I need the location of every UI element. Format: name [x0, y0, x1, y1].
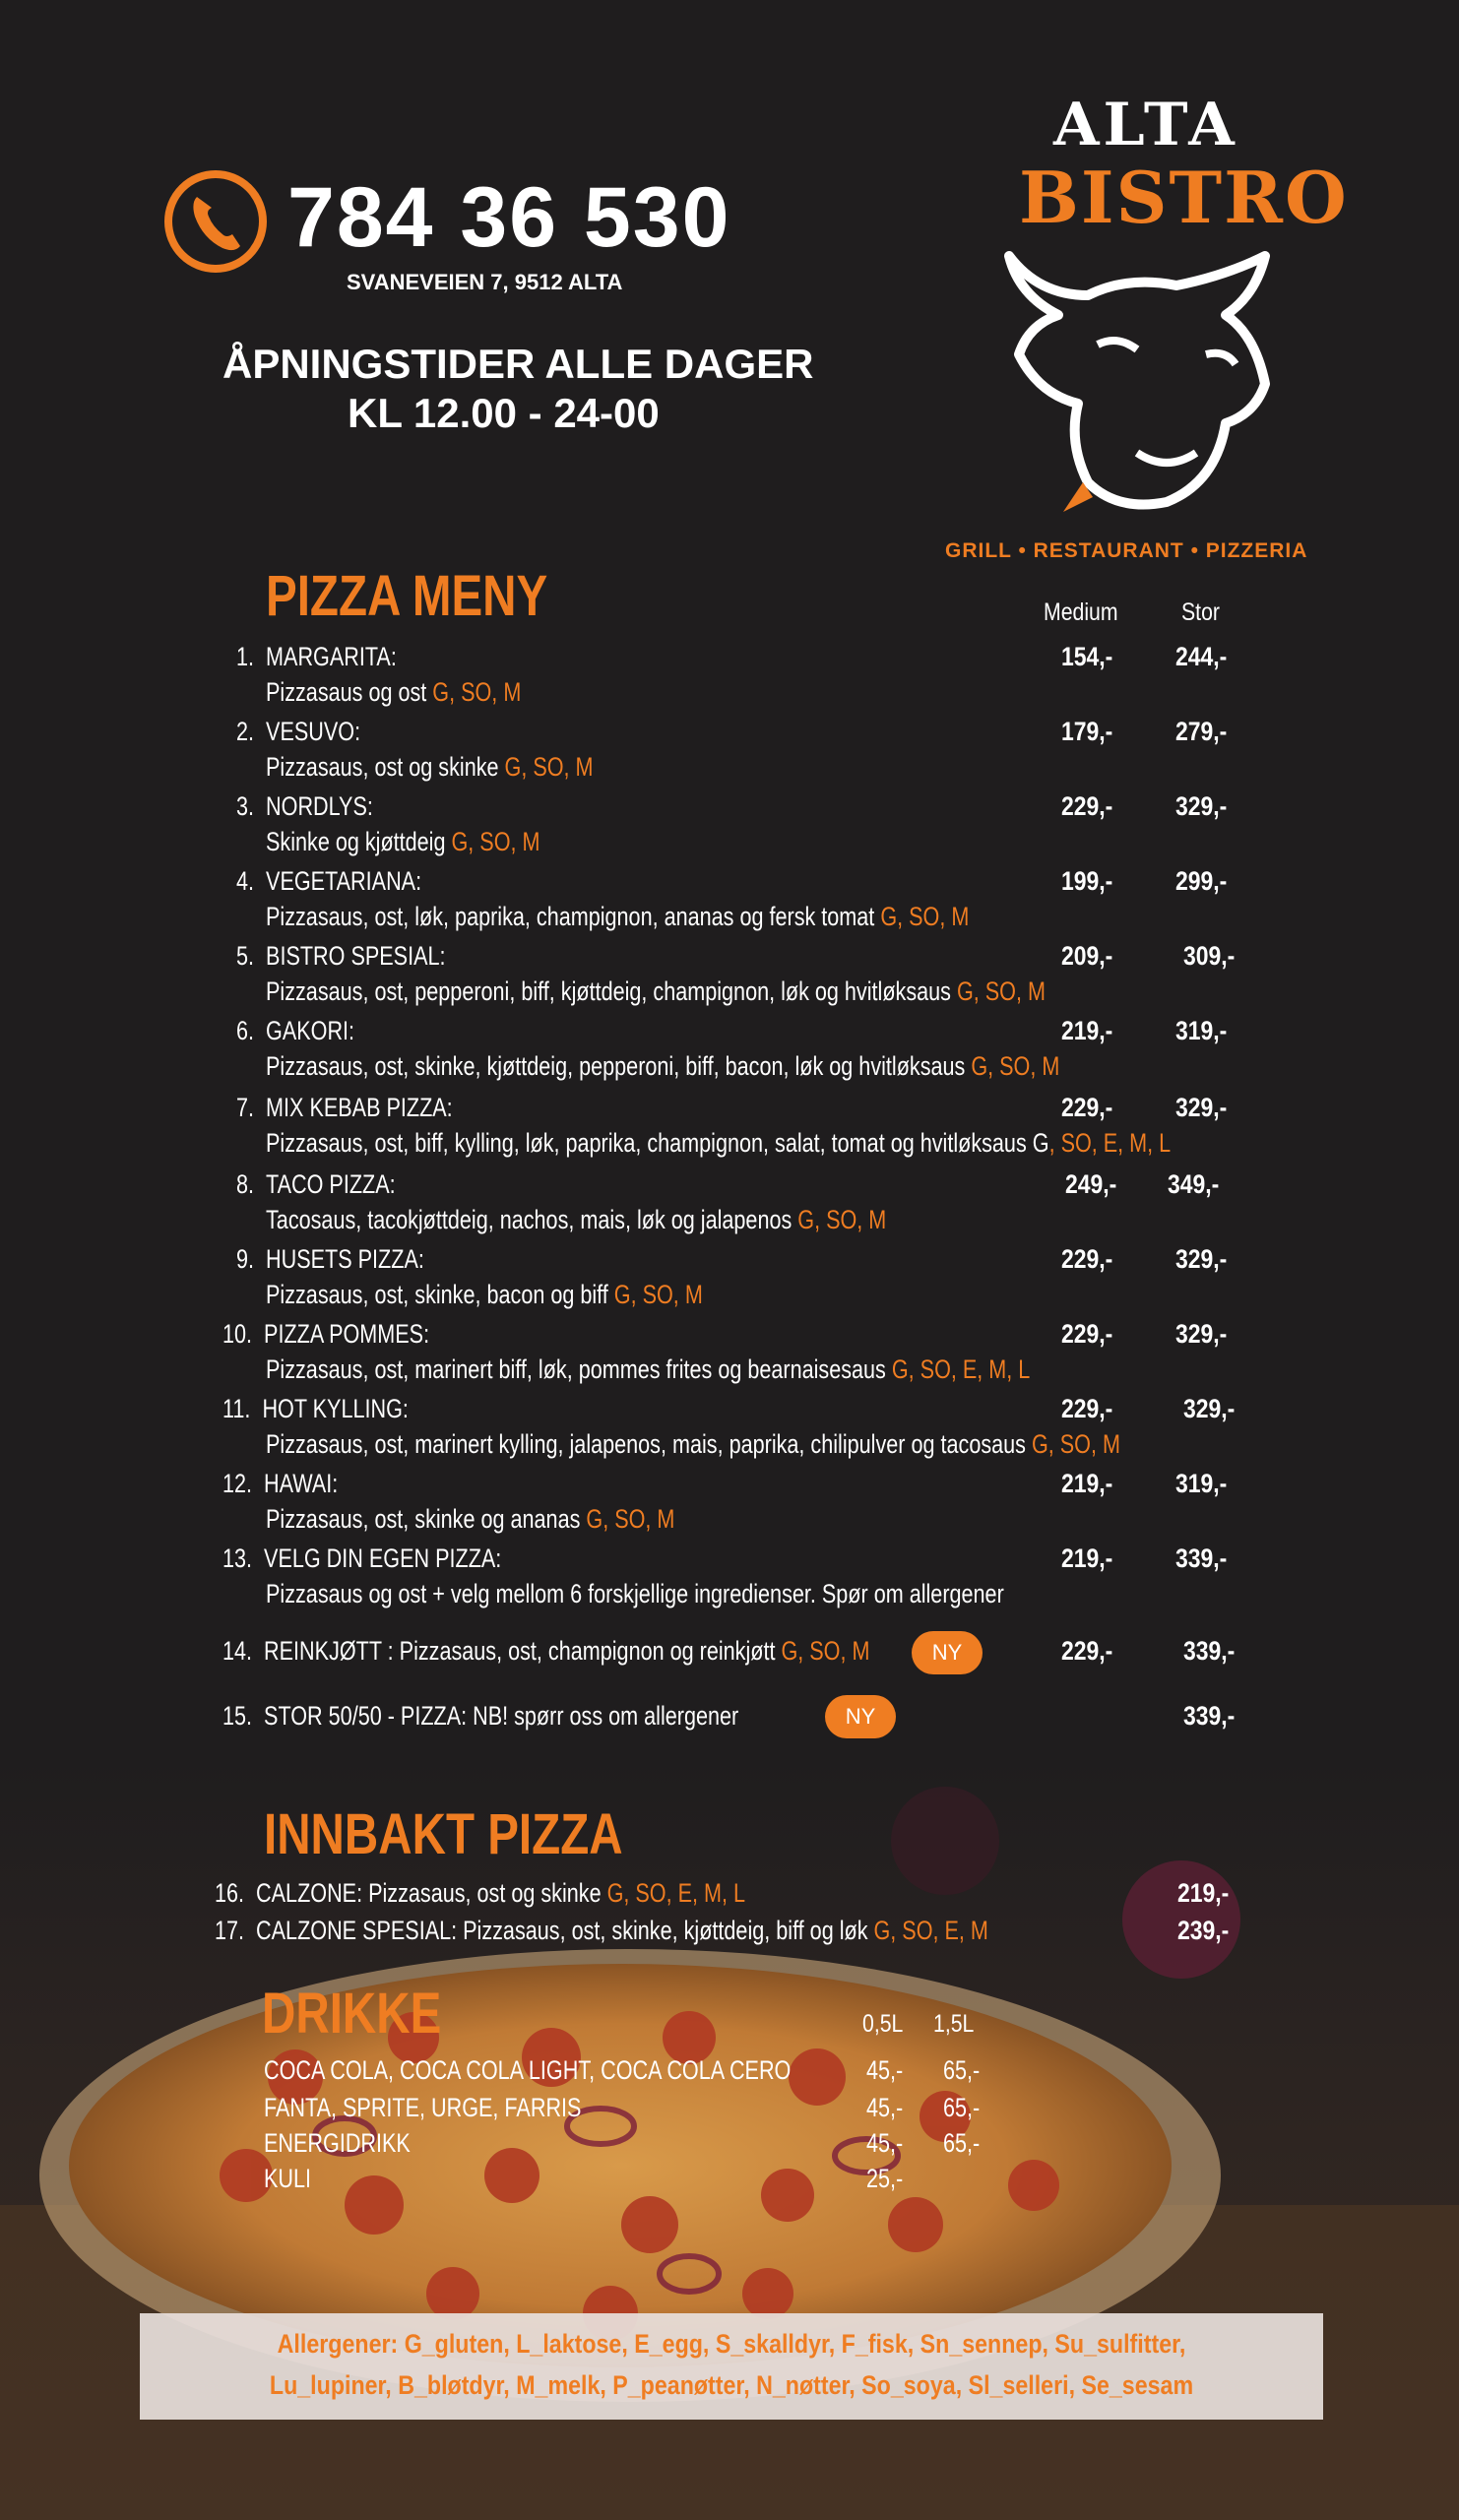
item-allergens: G, SO, M: [613, 1280, 703, 1309]
item-number: 7.: [236, 1093, 255, 1122]
logo-alta-text: ALTA: [1053, 91, 1238, 159]
menu-item-10: [222, 1319, 429, 1350]
price-stor: 329,-: [1183, 1394, 1236, 1423]
item-name: GAKORI:: [266, 1016, 355, 1045]
logo-bistro-text: BISTRO: [1019, 156, 1349, 239]
menu-item-16: [215, 1878, 745, 1909]
menu-item-9: [236, 1244, 424, 1275]
item-number: 16.: [215, 1878, 245, 1908]
item-name: BISTRO SPESIAL:: [266, 941, 446, 971]
item-allergens: G, SO, E, M, L: [891, 1354, 1031, 1384]
item-desc: Pizzasaus, ost, skinke og ananas: [266, 1504, 587, 1534]
item-desc: Pizzasaus og ost: [266, 677, 433, 707]
item-name: MARGARITA:: [266, 642, 397, 671]
price-medium: 219,-: [1061, 1016, 1113, 1045]
price-stor: 319,-: [1175, 1469, 1228, 1498]
price-stor: 329,-: [1175, 1319, 1228, 1349]
bull-head-logo-icon: [989, 236, 1314, 532]
item-number: 1.: [236, 642, 255, 671]
item-allergens: G, SO, M: [880, 902, 970, 931]
item-description: [266, 1354, 1030, 1385]
menu-item-5: [236, 941, 446, 972]
drink-price-small: 45,-: [866, 2128, 904, 2158]
price: 219,-: [1177, 1878, 1230, 1908]
price-stor: 339,-: [1175, 1544, 1228, 1573]
drink-price-small: 45,-: [866, 2055, 904, 2085]
item-name: VEGETARIANA:: [266, 866, 422, 896]
menu-item-15: [222, 1701, 738, 1732]
item-desc: Pizzasaus, ost, løk, paprika, champignon, ananas og fersk tomat: [266, 902, 881, 931]
item-name: TACO PIZZA:: [266, 1169, 396, 1199]
item-name: PIZZA POMMES:: [264, 1319, 430, 1349]
drikke-title: DRIKKE: [262, 1982, 442, 2046]
item-name: VESUVO:: [266, 717, 361, 746]
drink-price-large: 65,-: [943, 2093, 981, 2122]
item-number: 8.: [236, 1169, 255, 1199]
menu-item-3: [236, 791, 373, 822]
item-desc: Pizzasaus, ost og skinke: [362, 1878, 607, 1908]
opening-hours-title: ÅPNINGSTIDER ALLE DAGER: [222, 341, 814, 387]
item-allergens: G, SO, M: [971, 1051, 1060, 1081]
item-desc: Pizzasaus, ost, marinert kylling, jalapenos, mais, paprika, chilipulver og tacosaus: [266, 1429, 1032, 1459]
price-stor: 319,-: [1175, 1016, 1228, 1045]
item-number: 10.: [222, 1319, 253, 1349]
item-description: [266, 902, 969, 932]
price-stor: 329,-: [1175, 1093, 1228, 1122]
new-badge: NY: [825, 1695, 896, 1738]
item-description: [266, 1051, 1059, 1082]
price-medium: 229,-: [1061, 1394, 1113, 1423]
item-description: [266, 976, 1046, 1007]
menu-item-7: [236, 1093, 453, 1123]
item-allergens: G, SO, M: [504, 752, 594, 782]
item-text: REINKJØTT : Pizzasaus, ost, champignon og reinkjøtt: [264, 1636, 782, 1666]
col-medium-header: Medium: [1044, 598, 1118, 626]
new-badge: NY: [912, 1631, 983, 1674]
item-allergens: G, SO, E, M, L: [606, 1878, 746, 1908]
item-name: HUSETS PIZZA:: [266, 1244, 424, 1274]
price-stor: 349,-: [1168, 1169, 1220, 1199]
item-description: [266, 752, 594, 783]
item-description: [266, 827, 540, 857]
menu-item-1: [236, 642, 397, 672]
item-number: 2.: [236, 717, 255, 746]
item-description: [266, 1280, 703, 1310]
item-description: [266, 1579, 1004, 1609]
drink-name: ENERGIDRIKK: [264, 2128, 411, 2158]
menu-item-12: [222, 1469, 338, 1499]
price-medium: 229,-: [1061, 1244, 1113, 1274]
item-desc: Pizzasaus, ost, marinert biff, løk, pommes frites og bearnaisesaus: [266, 1354, 892, 1384]
logo-tagline: GRILL • RESTAURANT • PIZZERIA: [945, 539, 1308, 562]
item-number: 17.: [215, 1916, 245, 1945]
item-allergens: G, SO, M: [956, 976, 1046, 1006]
item-name: NORDLYS:: [266, 791, 373, 821]
price-stor: 339,-: [1183, 1636, 1236, 1666]
item-allergens: G, SO, M: [451, 827, 540, 856]
price-stor: 299,-: [1175, 866, 1228, 896]
drink-price-large: 65,-: [943, 2128, 981, 2158]
item-description: [266, 1205, 886, 1235]
price-stor: 309,-: [1183, 941, 1236, 971]
price-stor: 244,-: [1175, 642, 1228, 671]
price-stor: 279,-: [1175, 717, 1228, 746]
item-allergens: G, SO, M: [781, 1636, 870, 1666]
address: SVANEVEIEN 7, 9512 ALTA: [347, 270, 623, 294]
drink-name: KULI: [264, 2164, 312, 2193]
item-allergens: , SO, E, M, L: [1048, 1128, 1172, 1158]
item-description: [266, 1504, 674, 1535]
item-desc: Pizzasaus, ost, skinke, kjøttdeig, biff og løk: [457, 1916, 874, 1945]
allergen-line-2: Lu_lupiner, B_bløtdyr, M_melk, P_peanøtter, N_nøtter, So_soya, Sl_selleri, Se_sesam: [269, 2370, 1194, 2400]
item-allergens: G, SO, E, M: [873, 1916, 988, 1945]
menu-item-2: [236, 717, 360, 747]
item-number: 6.: [236, 1016, 255, 1045]
drink-price-large: 65,-: [943, 2055, 981, 2085]
price-stor: 339,-: [1183, 1701, 1236, 1731]
item-number: 15.: [222, 1701, 253, 1731]
price: 239,-: [1177, 1916, 1230, 1945]
item-number: 13.: [222, 1544, 253, 1573]
item-number: 11.: [222, 1394, 251, 1423]
item-desc: Pizzasaus, ost, skinke, bacon og biff: [266, 1280, 614, 1309]
price-medium: 179,-: [1061, 717, 1113, 746]
menu-item-6: [236, 1016, 354, 1046]
menu-item-13: [222, 1544, 501, 1574]
allergen-line-1: Allergener: G_gluten, L_laktose, E_egg, S_skalldyr, F_fisk, Sn_sennep, Su_sulfitter,: [277, 2329, 1186, 2359]
drink-price-small: 25,-: [866, 2164, 904, 2193]
item-allergens: G, SO, M: [586, 1504, 675, 1534]
drink-price-small: 45,-: [866, 2093, 904, 2122]
item-desc: Pizzasaus, ost, biff, kylling, løk, paprika, champignon, salat, tomat og hvitløksaus G: [266, 1128, 1049, 1158]
price-medium: 154,-: [1061, 642, 1113, 671]
opening-hours-time: KL 12.00 - 24-00: [348, 390, 660, 436]
item-number: 3.: [236, 791, 255, 821]
item-description: [266, 1128, 1171, 1159]
price-medium: 219,-: [1061, 1469, 1113, 1498]
price-medium: 199,-: [1061, 866, 1113, 896]
item-desc: Pizzasaus, ost og skinke: [266, 752, 505, 782]
item-desc: Pizzasaus, ost, skinke, kjøttdeig, pepperoni, biff, bacon, løk og hvitløksaus: [266, 1051, 972, 1081]
price-stor: 329,-: [1175, 791, 1228, 821]
item-number: 12.: [222, 1469, 253, 1498]
menu-item-4: [236, 866, 421, 897]
price-medium: 249,-: [1065, 1169, 1117, 1199]
item-allergens: G, SO, M: [432, 677, 522, 707]
menu-item-14: [222, 1636, 869, 1667]
item-name: VELG DIN EGEN PIZZA:: [264, 1544, 502, 1573]
phone-number: 784 36 530: [287, 170, 731, 265]
phone-icon: [161, 167, 270, 276]
price-medium: 219,-: [1061, 1544, 1113, 1573]
col-small-header: 0,5L: [862, 2010, 904, 2038]
menu-item-11: [222, 1394, 409, 1424]
item-name: CALZONE:: [256, 1878, 363, 1908]
drink-name: FANTA, SPRITE, URGE, FARRIS: [264, 2093, 582, 2122]
item-description: [266, 677, 521, 708]
item-desc: Pizzasaus og ost + velg mellom 6 forskjellige ingredienser. Spør om allergener: [266, 1579, 1004, 1608]
item-desc: Skinke og kjøttdeig: [266, 827, 452, 856]
item-name: CALZONE SPESIAL:: [256, 1916, 458, 1945]
pizza-menu-title: PIZZA MENY: [266, 564, 548, 628]
item-description: [266, 1429, 1120, 1460]
price-medium: 229,-: [1061, 791, 1113, 821]
item-name: HOT KYLLING:: [262, 1394, 409, 1423]
price-medium: 229,-: [1061, 1636, 1113, 1666]
item-desc: Pizzasaus, ost, pepperoni, biff, kjøttdeig, champignon, løk og hvitløksaus: [266, 976, 957, 1006]
allergen-legend: [140, 2313, 1323, 2420]
item-allergens: G, SO, M: [1031, 1429, 1120, 1459]
col-stor-header: Stor: [1181, 598, 1220, 626]
menu-item-17: [215, 1916, 988, 1946]
item-number: 4.: [236, 866, 255, 896]
item-number: 14.: [222, 1636, 253, 1666]
item-name: HAWAI:: [264, 1469, 339, 1498]
item-allergens: G, SO, M: [797, 1205, 887, 1234]
item-number: 9.: [236, 1244, 255, 1274]
item-desc: Tacosaus, tacokjøttdeig, nachos, mais, løk og jalapenos: [266, 1205, 798, 1234]
price-medium: 209,-: [1061, 941, 1113, 971]
price-medium: 229,-: [1061, 1093, 1113, 1122]
menu-item-8: [236, 1169, 396, 1200]
price-stor: 329,-: [1175, 1244, 1228, 1274]
col-large-header: 1,5L: [933, 2010, 975, 2038]
item-number: 5.: [236, 941, 255, 971]
price-medium: 229,-: [1061, 1319, 1113, 1349]
drink-name: COCA COLA, COCA COLA LIGHT, COCA COLA CERO: [264, 2055, 792, 2085]
item-name: MIX KEBAB PIZZA:: [266, 1093, 453, 1122]
innbakt-title: INNBAKT PIZZA: [264, 1802, 623, 1866]
item-text: STOR 50/50 - PIZZA: NB! spørr oss om allergener: [264, 1701, 739, 1731]
